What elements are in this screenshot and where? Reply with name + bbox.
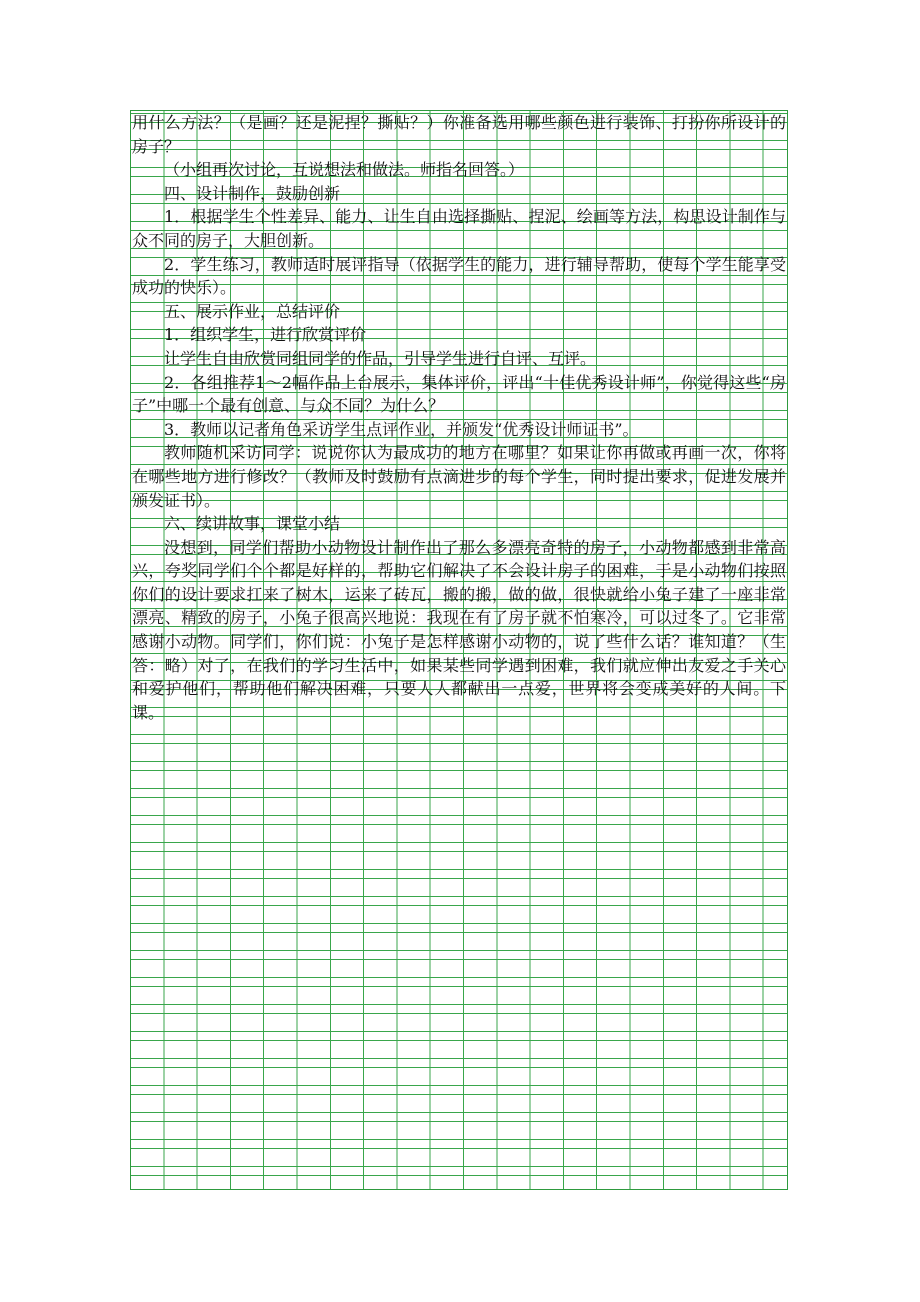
paragraph-13: 没想到，同学们帮助小动物设计制作出了那么多漂亮奇特的房子，小动物都感到非常高兴，夸奖同学们个个都是好样的，帮助它们解决了不会设计房子的困难，于是小动物们按照你们的设计要求扛来了树木，运来了砖瓦，搬的搬，做的做，很快就给小兔子建了一座非常漂亮、精致的房子，小兔子很高兴地说：我现在有了房子就不怕寒冷，可以过冬了。它非常感谢小动物。同学们，你们说：小兔子是怎样感谢小动物的，说了些什么话？谁知道？（生答：略）对了，在我们的学习生活中，如果某些同学遇到困难，我们就应伸出友爱之手关心和爱护他们，帮助他们解决困难，只要人人都献出一点爱，世界将会变成美好的人间。下课。: [132, 537, 786, 722]
paragraph-7: 1．组织学生，进行欣赏评价: [164, 325, 367, 345]
paragraph-9: 2．各组推荐1～2幅作品上台展示，集体评价，评出“十佳优秀设计师”，你觉得这些“房子”中哪一个最有创意、与众不同？为什么？: [132, 372, 786, 416]
section-heading-5: 五、展示作业，总结评价: [164, 301, 341, 321]
section-heading-6: 六、续讲故事，课堂小结: [164, 514, 341, 534]
grid-paper: [130, 110, 788, 1190]
paragraph-8: 让学生自由欣赏同组同学的作品，引导学生进行自评、互评。: [164, 348, 597, 368]
paragraph-1: 用什么方法？（是画？还是泥捏？撕贴？）你准备选用哪些颜色进行装饰、打扮你所设计的房子？: [132, 113, 786, 156]
paragraph-10: 3．教师以记者角色采访学生点评作业，并颁发“优秀设计师证书”。: [164, 419, 639, 439]
paragraph-2: （小组再次讨论，互说想法和做法。师指名回答。）: [164, 160, 525, 180]
document-body: [131, 111, 787, 724]
paragraph-5: 2．学生练习，教师适时展评指导（依据学生的能力，进行辅导帮助，使每个学生能享受成功的快乐）。: [132, 254, 786, 298]
paragraph-11: 教师随机采访同学：说说你认为最成功的地方在哪里？如果让你再做或再画一次，你将在哪些地方进行修改？（教师及时鼓励有点滴进步的每个学生，同时提出要求，促进发展并颁发证书）。: [132, 443, 786, 510]
section-heading-4: 四、设计制作，鼓励创新: [164, 183, 341, 203]
paragraph-4: 1．根据学生个性差异、能力、让生自由选择撕贴、捏泥、绘画等方法，构思设计制作与众不同的房子，大胆创新。: [132, 207, 786, 250]
